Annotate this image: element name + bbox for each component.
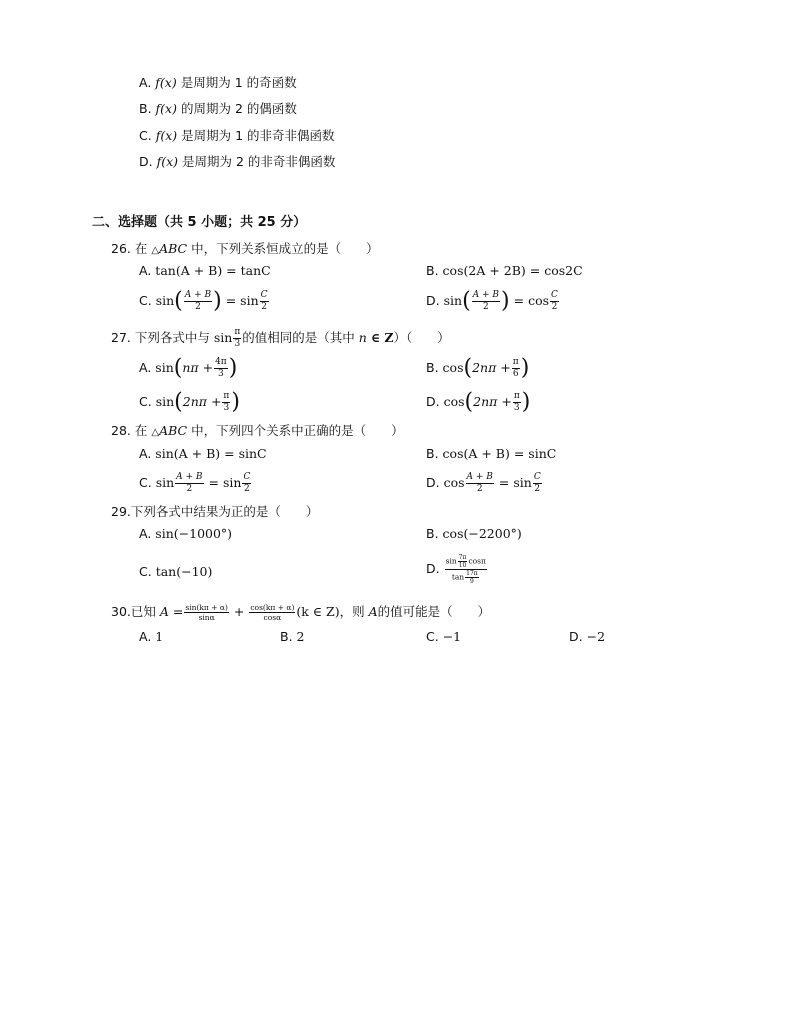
fraction-denominator: 2 (534, 484, 541, 494)
stem-text: 下列各式中结果为正的是（ ） (130, 504, 319, 519)
question-27-option-a (139, 356, 237, 380)
fraction-denominator: 3 (218, 369, 224, 379)
option-expression: tan(A + B) = tanC (155, 263, 271, 278)
right-paren: ) (231, 389, 240, 415)
question-26-option-c (139, 289, 270, 313)
variable: n (358, 330, 367, 345)
option-label: D. (139, 154, 153, 169)
option-label: C. (139, 394, 152, 409)
fraction-numerator: C (243, 472, 251, 482)
equals-expression: = sin (208, 475, 242, 490)
function-symbol: f(x) (155, 101, 177, 116)
function-symbol: f(x) (156, 154, 179, 169)
fraction (184, 290, 212, 313)
function-symbol: f(x) (155, 128, 178, 143)
option-label: B. (280, 629, 293, 644)
function-name: sin (155, 293, 175, 308)
question-28-option-a (139, 445, 267, 463)
question-28-option-d (426, 471, 543, 495)
option-value: 1 (155, 629, 164, 644)
option-expression: tan(−10) (155, 564, 213, 579)
stem-text: ）（ ） (393, 330, 450, 345)
fraction-numerator: π (512, 357, 519, 367)
option-expression: cos(A + B) = sinC (442, 446, 557, 461)
argument-expression: 2nπ + (182, 394, 222, 409)
fraction-denominator: 2 (195, 302, 201, 312)
equals-expression: = sin (498, 475, 532, 490)
fraction-numerator: A + B (472, 290, 500, 300)
option-label: A. (139, 446, 152, 461)
option-label: D. (426, 293, 440, 308)
left-paren: ( (174, 389, 183, 415)
fraction-numerator: π (513, 391, 520, 401)
fraction-denominator: sinα (198, 613, 215, 622)
condition-text: (k ∈ Z)，则 (296, 604, 365, 619)
question-27-stem (111, 326, 450, 350)
fraction-denominator: 3 (234, 339, 241, 349)
fraction (184, 603, 229, 622)
fraction (512, 357, 520, 380)
fraction (458, 554, 468, 569)
prev-option-b (139, 100, 297, 118)
option-label: D. (426, 394, 440, 409)
question-26-option-a (139, 262, 271, 280)
fraction-numerator: C (260, 290, 268, 300)
question-27-option-d (426, 390, 530, 414)
compound-fraction (445, 554, 487, 585)
fraction (260, 290, 269, 313)
fraction-numerator: π (234, 327, 241, 337)
prev-option-d (139, 153, 335, 171)
left-paren: ( (173, 355, 183, 381)
fraction-denominator: 3 (513, 403, 520, 413)
question-29-option-d (426, 551, 488, 587)
right-paren: ) (520, 355, 530, 381)
question-30-option-a (139, 628, 163, 646)
option-label: B. (139, 101, 152, 116)
fraction-denominator: 2 (186, 484, 193, 494)
question-number: 29. (111, 504, 131, 519)
fraction (550, 290, 559, 313)
fraction-denominator: 3 (223, 403, 230, 413)
function-name: tan (451, 572, 465, 582)
question-26-option-b (426, 262, 583, 280)
fraction (472, 290, 500, 313)
triangle-symbol: △ (151, 427, 160, 438)
fraction-numerator: 4π (215, 357, 227, 367)
option-expression: sin(A + B) = sinC (155, 446, 267, 461)
fraction (533, 472, 542, 495)
question-29-option-c (139, 563, 212, 581)
option-expression: cos(−2200°) (442, 526, 522, 541)
option-label: B. (426, 360, 439, 375)
stem-text: 已知 (130, 604, 156, 619)
option-label: D. (426, 561, 440, 576)
fraction-numerator: C (533, 472, 541, 482)
question-number: 26. (111, 241, 131, 256)
fraction (249, 603, 295, 622)
option-text: 的周期为 2 的偶函数 (180, 101, 297, 116)
option-label: C. (139, 475, 152, 490)
stem-text: 中，下列关系恒成立的是（ ） (191, 241, 379, 256)
triangle-symbol: △ (151, 245, 160, 256)
option-label: C. (139, 293, 152, 308)
option-text: 是周期为 1 的奇函数 (180, 75, 297, 90)
question-number: 30. (111, 604, 131, 619)
fraction-denominator (451, 570, 481, 585)
fraction-denominator: 2 (482, 302, 489, 312)
fraction-denominator: 10 (458, 562, 467, 569)
option-label: B. (426, 263, 439, 278)
option-label: D. (569, 629, 583, 644)
stem-text: 的值相同的是（其中 (242, 330, 355, 345)
question-number: 27. (111, 330, 131, 345)
question-30-option-d (569, 628, 605, 646)
fraction-numerator: π (223, 391, 230, 401)
stem-text: 下列各式中与 (134, 330, 210, 345)
option-text: 是周期为 2 的非奇非偶函数 (182, 154, 336, 169)
option-label: C. (139, 564, 152, 579)
fraction-denominator: 2 (261, 302, 267, 312)
option-value: 2 (296, 629, 305, 644)
fraction-numerator: A + B (466, 472, 493, 482)
left-paren: ( (464, 389, 474, 415)
section-title: 二、选择题（共 5 小题；共 25 分） (92, 215, 307, 230)
fraction (513, 391, 521, 414)
fraction (242, 472, 251, 495)
variable: A (368, 604, 378, 619)
option-text: 是周期为 1 的非奇非偶函数 (181, 128, 335, 143)
question-30-option-c (426, 628, 461, 646)
option-label: D. (426, 475, 440, 490)
function-name: cos (443, 394, 465, 409)
fraction (214, 357, 228, 380)
argument-expression: 2nπ + (472, 360, 511, 375)
question-29-option-b (426, 525, 522, 543)
option-label: B. (426, 446, 439, 461)
fraction-numerator: A + B (184, 290, 212, 300)
stem-text: 中，下列四个关系中正确的是（ ） (191, 423, 404, 438)
function-name: sin (155, 394, 175, 409)
option-label: A. (139, 360, 152, 375)
triangle-name: ABC (159, 423, 188, 438)
fraction-denominator: 9 (470, 578, 474, 585)
right-paren: ) (521, 389, 531, 415)
question-28-stem (111, 422, 404, 442)
option-label: C. (139, 128, 152, 143)
left-paren: ( (462, 288, 471, 314)
prev-option-c (139, 127, 335, 145)
question-27-option-b (426, 356, 529, 380)
argument-expression: nπ + (182, 360, 214, 375)
option-label: C. (426, 629, 439, 644)
function-name: cos (442, 360, 464, 375)
question-26-stem (111, 240, 379, 260)
question-number: 28. (111, 423, 131, 438)
fraction-numerator: sin(kπ + α) (185, 603, 228, 612)
fraction-denominator: cosα (263, 613, 282, 622)
fraction-denominator: 6 (512, 369, 519, 379)
stem-text: 在 (134, 241, 148, 256)
fraction-denominator: 2 (476, 484, 483, 494)
right-paren: ) (213, 288, 222, 314)
function-name: sin (213, 330, 233, 345)
stem-text: 的值可能是（ ） (377, 604, 491, 619)
triangle-name: ABC (159, 241, 188, 256)
function-name: sin (445, 556, 457, 566)
fraction (465, 570, 479, 585)
function-name: cosπ (468, 556, 486, 566)
equals-expression: = sin (225, 293, 259, 308)
option-label: A. (139, 75, 152, 90)
question-27-option-c (139, 390, 240, 414)
option-label: A. (139, 526, 152, 541)
fraction-numerator: 17π (466, 570, 478, 577)
plus-sign: + (233, 604, 245, 619)
prev-option-a (139, 74, 297, 92)
fraction-numerator: cos(kπ + α) (250, 603, 295, 612)
question-29-option-a (139, 525, 232, 543)
fraction-numerator: A + B (176, 472, 203, 482)
function-name: sin (443, 293, 463, 308)
option-value: −2 (586, 629, 606, 644)
option-value: −1 (442, 629, 462, 644)
left-paren: ( (174, 288, 183, 314)
fraction-denominator: 2 (244, 484, 250, 494)
fraction (175, 472, 203, 495)
fraction-denominator: 2 (551, 302, 558, 312)
variable: A = (159, 604, 184, 619)
right-paren: ) (501, 288, 510, 314)
function-symbol: f(x) (155, 75, 177, 90)
argument-expression: 2nπ + (473, 394, 512, 409)
option-label: A. (139, 629, 152, 644)
equals-expression: = cos (513, 293, 550, 308)
right-paren: ) (228, 355, 238, 381)
fraction (466, 472, 494, 495)
fraction-numerator (445, 554, 487, 570)
option-label: B. (426, 526, 439, 541)
set-membership: ∈ Z (370, 330, 394, 345)
function-name: sin (155, 475, 175, 490)
fraction-numerator: 7π (458, 554, 467, 561)
fraction (233, 327, 241, 350)
fraction-numerator: C (551, 290, 558, 300)
option-expression: sin(−1000°) (155, 526, 233, 541)
question-28-option-c (139, 471, 252, 495)
question-30-stem (111, 600, 490, 624)
option-expression: cos(2A + 2B) = cos2C (442, 263, 583, 278)
question-29-stem (111, 503, 318, 521)
option-label: A. (139, 263, 152, 278)
stem-text: 在 (134, 423, 148, 438)
function-name: sin (155, 360, 174, 375)
question-30-option-b (280, 628, 305, 646)
function-name: cos (443, 475, 465, 490)
fraction (222, 391, 230, 414)
left-paren: ( (463, 355, 473, 381)
question-26-option-d (426, 289, 560, 313)
question-28-option-b (426, 445, 556, 463)
